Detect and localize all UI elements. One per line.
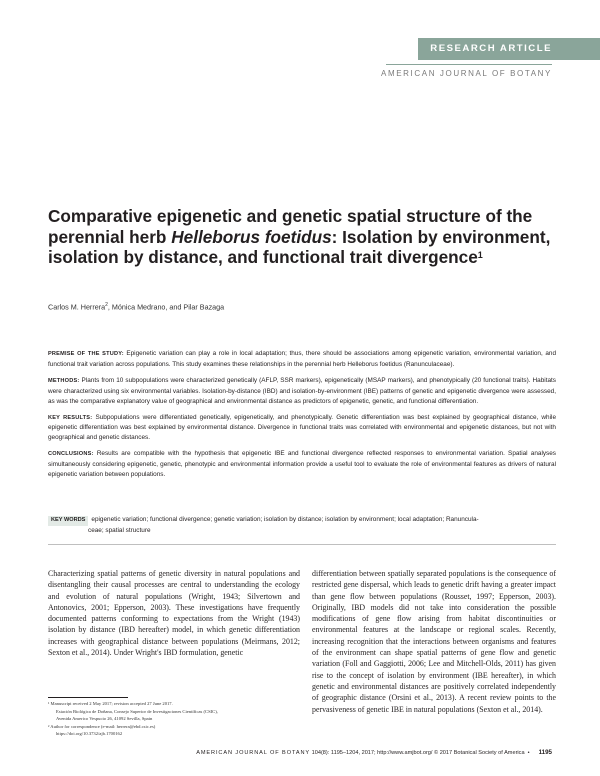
abstract-methods	[48, 376, 556, 407]
author-rest: , Mónica Medrano, and Pilar Bazaga	[107, 302, 225, 312]
author-1: Carlos M. Herrera	[48, 302, 106, 312]
title-italic: Helleborus foetidus	[171, 226, 332, 247]
author-1-mark: 2	[105, 302, 108, 308]
keywords-label: KEY WORDS	[48, 516, 88, 526]
conclusions-text: Results are compatible with the hypothesis that epigenetic IBE and functional divergence reflected responses to environmental variation. Spatial analyses simultaneously considering epigenetic, genetic, phenotypic and environmental information provide a useful tool to evaluate the role of environmental features as drivers of natural epigenetic variation between populations.	[48, 450, 557, 479]
footnote-rule	[48, 697, 128, 698]
page-footer	[0, 749, 552, 756]
footnote-affiliation-2: Avenida Americo Vespucio 26, 41092 Sevilla, Spain	[56, 716, 153, 722]
premise-label: PREMISE OF THE STUDY:	[48, 351, 124, 357]
keywords	[48, 515, 556, 536]
journal-name: AMERICAN JOURNAL OF BOTANY	[381, 69, 552, 78]
footer-journal: AMERICAN JOURNAL OF BOTANY	[196, 750, 311, 756]
author-list	[48, 302, 224, 311]
footnotes	[48, 700, 298, 738]
conclusions-label: CONCLUSIONS:	[48, 451, 94, 458]
abstract-results	[48, 413, 556, 444]
abstract-premise	[48, 349, 556, 370]
title-footnote-mark: 1	[477, 250, 483, 261]
title-part1: Comparative epigenetic and genetic spatial structure of the perennial herb	[48, 206, 533, 247]
footnote-received: ¹ Manuscript received 2 May 2017; revision accepted 27 June 2017.	[48, 701, 173, 706]
doi-link[interactable]: https://doi.org/10.3732/ajb.1700162	[56, 731, 123, 737]
article-type-badge: RESEARCH ARTICLE	[418, 38, 600, 60]
abstract-divider	[48, 544, 556, 545]
abstract-conclusions	[48, 449, 556, 480]
footer-citation: 104(8): 1195–1204, 2017; http://www.amjbot.org/ © 2017 Botanical Society of America	[311, 750, 525, 756]
methods-label: METHODS:	[48, 377, 80, 384]
keywords-line1: epigenetic variation; functional divergence; genetic variation; isolation by distance; isolation by environment; local adaptation; Ranuncula-	[91, 516, 479, 523]
premise-text: Epigenetic variation can play a role in local adaptation; thus, there should be associations among epigenetic variation, environmental variation, and functional trait variation across populations. This study examines these relationships in the perennial herb Helleborus foetidus (Ranunculaceae).	[48, 350, 556, 368]
page-number: 1195	[538, 749, 552, 756]
results-label: KEY RESULTS:	[48, 414, 93, 421]
methods-text: Plants from 10 subpopulations were characterized genetically (AFLP, SSR markers), epigenetically (MSAP markers), and phenotypically (20 functional traits). Habitats were characterized using six environmental variables. Isolation-by-distance (IBD) and isolation-by-environment (IBE) patterns of genetic and epigenetic divergence were assessed, as was the comparative explanatory value of geographical and environmental distance as predictors of epigenetic, genetic, and functional differentiation.	[48, 376, 557, 405]
keywords-line2: ceae; spatial structure	[88, 526, 151, 534]
article-title	[48, 206, 558, 268]
body-column-left: Characterizing spatial patterns of genetic diversity in natural populations and disentangling their causal processes are central to understanding the ecology and evolution of natural populations (Wright, 1943; Silvertown and Antonovics, 2001; Epperson, 2003). These investigations have frequently documented patterns conforming to expectations from the Wright (1943) isolation by distance (IBD hereafter) model, in which genetic differentiation increases with geographical distance between populations (Meirmans, 2012; Sexton et al., 2014). Under Wright's IBD formulation, genetic	[48, 569, 300, 658]
title-part2: : Isolation by environment, isolation by distance, and functional trait divergence	[48, 226, 551, 268]
footer-bullet: •	[527, 750, 530, 756]
journal-rule	[386, 64, 552, 65]
body-column-right: differentiation between spatially separated populations is the consequence of restricted gene dispersal, which leads to genetic drift having a greater impact than gene flow between populations (Rousset, 1997; Epperson, 2003). Originally, IBD models did not take into consideration the possible modifications of gene flow arising from habitat discontinuities or environmental features at the landscape or regional scales. Recently, increasing recognition that the interactions between organisms and features of the environment can shape spatial patterns of gene flow and genetic variation (Foll and Gaggiotti, 2006; Lee and Mitchell-Olds, 2011) has given rise to the concept of isolation by environment (IBE hereafter), in which genetic and environmental distances are positively correlated independently of geographic distance (Orsini et al., 2013). A recent review points to the pervasiveness of genetic IBE in natural populations (Sexton et al., 2014).	[312, 569, 556, 714]
footnote-affiliation-1: Estación Biológica de Doñana, Consejo Superior de Investigaciones Científicas (CSIC),	[56, 708, 218, 714]
abstract	[48, 349, 556, 486]
footnote-correspondence: ² Author for correspondence (e-mail: herrera@ebd.csic.es)	[48, 723, 156, 729]
results-text: Subpopulations were differentiated genetically, epigenetically, and phenotypically. Genetic differentiation was best explained by geographical distance, while epigenetic differentiation was best explained by environmental distance. Divergence in functional traits was correlated with environmental and epigenetic distances, but not with geographical and genetic distances.	[48, 413, 556, 442]
